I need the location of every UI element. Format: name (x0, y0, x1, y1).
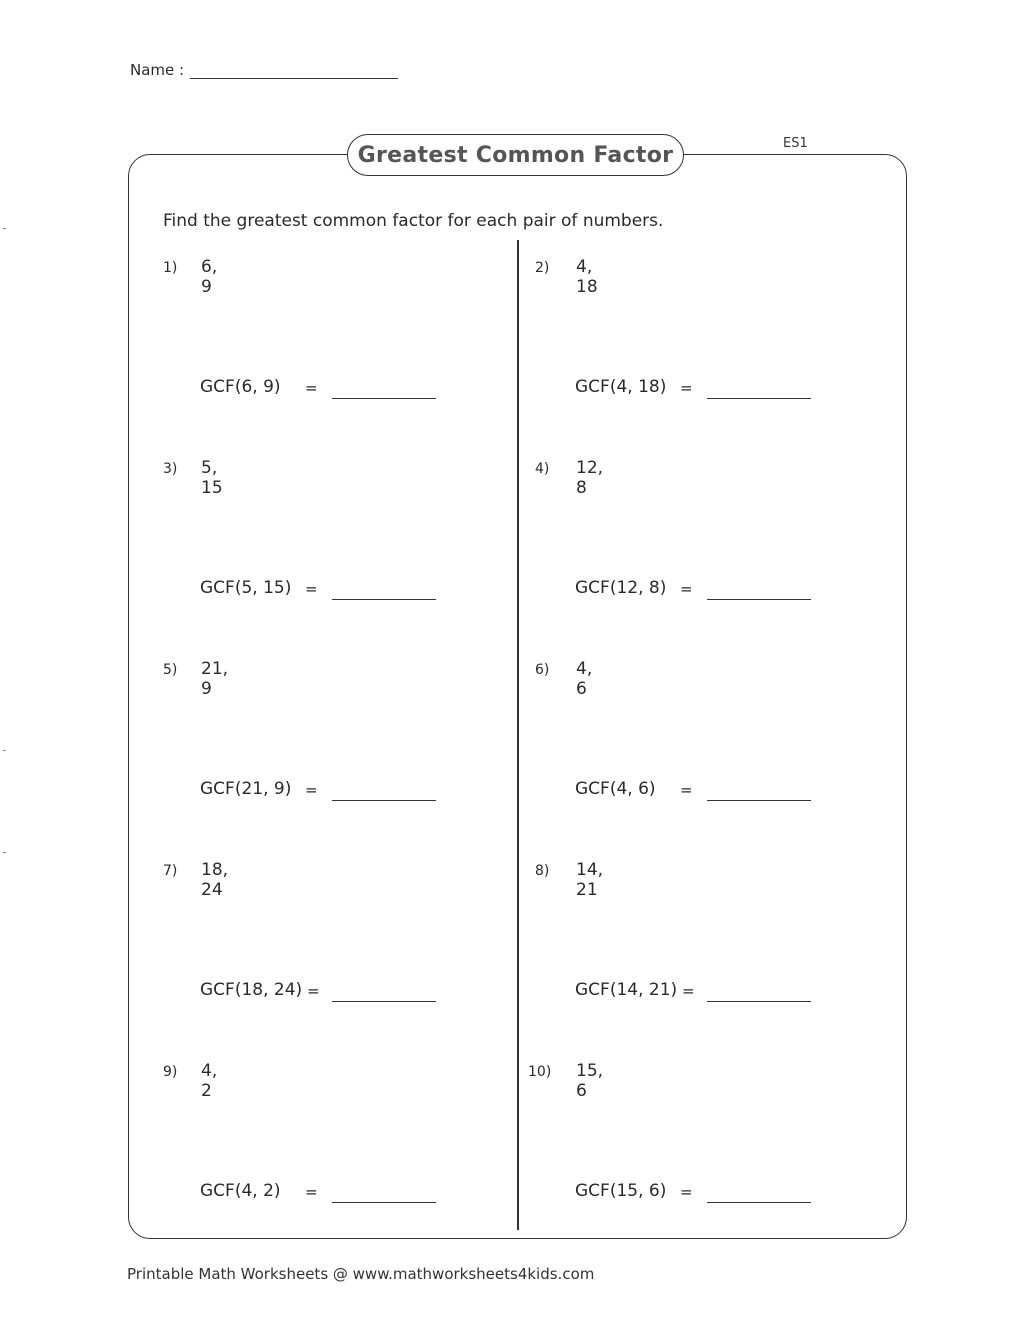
equals-sign: = (680, 580, 693, 598)
number-pair: 21, 9 (201, 659, 229, 699)
number-pair: 6, 9 (201, 257, 218, 297)
answer-blank[interactable] (707, 599, 811, 600)
number-pair: 12, 8 (576, 458, 604, 498)
equals-sign: = (305, 781, 318, 799)
problem-number: 7) (163, 863, 178, 879)
equals-sign: = (305, 580, 318, 598)
answer-blank[interactable] (332, 599, 436, 600)
problem-number: 4) (535, 461, 550, 477)
number-pair: 5, 15 (201, 458, 223, 498)
gcf-expression: GCF(18, 24) (200, 980, 303, 1000)
column-divider (517, 240, 519, 1230)
number-pair: 4, 18 (576, 257, 598, 297)
page-title: Greatest Common Factor (357, 142, 674, 168)
equals-sign: = (307, 982, 320, 1000)
equals-sign: = (680, 379, 693, 397)
gcf-expression: GCF(4, 18) (575, 377, 667, 397)
answer-blank[interactable] (332, 800, 436, 801)
problem-number: 6) (535, 662, 550, 678)
number-pair: 15, 6 (576, 1061, 604, 1101)
answer-blank[interactable] (707, 1001, 811, 1002)
problem-number: 8) (535, 863, 550, 879)
equals-sign: = (680, 781, 693, 799)
number-pair: 14, 21 (576, 860, 604, 900)
problem-number: 9) (163, 1064, 178, 1080)
answer-blank[interactable] (707, 1202, 811, 1203)
answer-blank[interactable] (707, 398, 811, 399)
number-pair: 4, 2 (201, 1061, 218, 1101)
footer-credit: Printable Math Worksheets @ www.mathworksheets4kids.com (127, 1265, 595, 1283)
problem-number: 5) (163, 662, 178, 678)
name-field-row (130, 60, 398, 79)
scan-mark (3, 852, 6, 853)
scan-mark (3, 750, 6, 751)
gcf-expression: GCF(14, 21) (575, 980, 678, 1000)
name-label: Name : (130, 61, 185, 79)
instruction-text: Find the greatest common factor for each pair of numbers. (163, 211, 664, 231)
problem-number: 10) (528, 1064, 552, 1080)
gcf-expression: GCF(5, 15) (200, 578, 292, 598)
problem-number: 3) (163, 461, 178, 477)
worksheet-code: ES1 (783, 136, 808, 151)
gcf-expression: GCF(6, 9) (200, 377, 281, 397)
answer-blank[interactable] (707, 800, 811, 801)
title-banner (347, 134, 684, 176)
number-pair: 18, 24 (201, 860, 229, 900)
gcf-expression: GCF(4, 6) (575, 779, 656, 799)
answer-blank[interactable] (332, 398, 436, 399)
equals-sign: = (305, 379, 318, 397)
gcf-expression: GCF(21, 9) (200, 779, 292, 799)
answer-blank[interactable] (332, 1202, 436, 1203)
equals-sign: = (305, 1183, 318, 1201)
number-pair: 4, 6 (576, 659, 593, 699)
problem-number: 1) (163, 260, 178, 276)
gcf-expression: GCF(15, 6) (575, 1181, 667, 1201)
equals-sign: = (680, 1183, 693, 1201)
gcf-expression: GCF(4, 2) (200, 1181, 281, 1201)
gcf-expression: GCF(12, 8) (575, 578, 667, 598)
problem-number: 2) (535, 260, 550, 276)
answer-blank[interactable] (332, 1001, 436, 1002)
equals-sign: = (682, 982, 695, 1000)
name-input-line[interactable] (190, 60, 398, 79)
scan-mark (3, 228, 6, 229)
